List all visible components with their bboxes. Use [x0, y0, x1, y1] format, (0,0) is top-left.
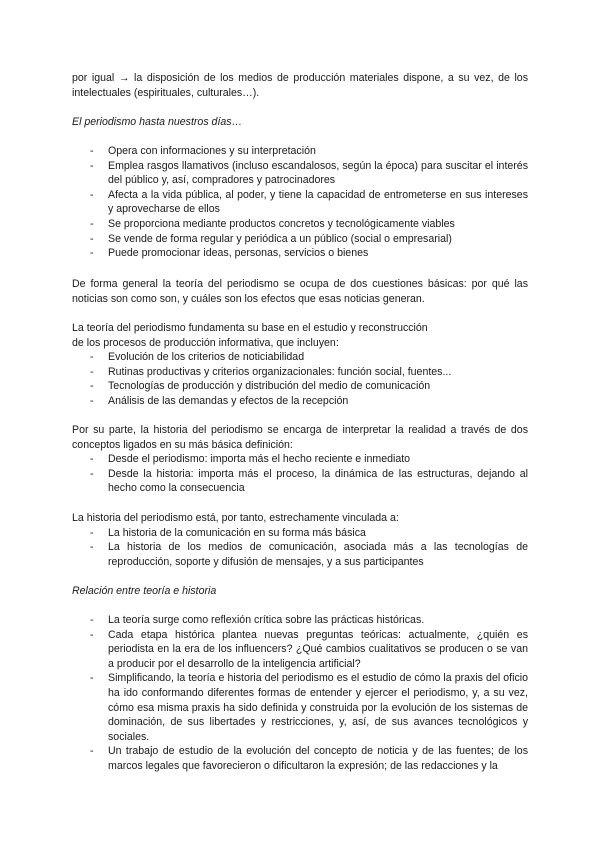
section-heading: Relación entre teoría e historia: [72, 585, 217, 597]
list-item: - Se vende de forma regular y periódica a un público (social o empresarial): [72, 232, 528, 247]
list-item: - La historia de la comunicación en su forma más básica: [72, 526, 528, 541]
vinculada-paragraph: [72, 511, 528, 569]
list-item: - Afecta a la vida pública, al poder, y tiene la capacidad de entrometerse en sus intereses y aprovecharse de ellos: [72, 188, 528, 217]
teoria-paragraph: [72, 321, 528, 409]
list-item: - Tecnologías de producción y distribución del medio de comunicación: [72, 379, 528, 394]
list-item: - Simplificando, la teoría e historia del periodismo es el estudio de cómo la praxis del oficio ha ido conformando diferentes formas de entender y ejercer el periodismo, y, a su vez, cómo esa misma praxis ha sido definida y construida por la evolución de los sistemas de dominación, de sus libertades y restricciones, y, así, de sus avances tecnológicos y sociales.: [72, 671, 528, 744]
list-item: - Opera con informaciones y su interpretación: [72, 144, 528, 159]
general-paragraph: [72, 277, 528, 306]
teoria-line: de los procesos de producción informativa, que incluyen:: [72, 336, 339, 349]
teoria-line: La teoría del periodismo fundamenta su base en el estudio y reconstrucción: [72, 322, 428, 334]
list-item: - Evolución de los criterios de noticiabilidad: [72, 350, 528, 365]
list-item: - Rutinas productivas y criterios organizacionales: función social, fuentes...: [72, 365, 528, 380]
list-item: - La historia de los medios de comunicación, asociada más a las tecnologías de reproducción, soporte y difusión de mensajes, y a sus participantes: [72, 540, 528, 569]
list-item: - Desde la historia: importa más el proceso, la dinámica de las estructuras, dejando al hecho como la consecuencia: [72, 467, 528, 496]
list-item: - Puede promocionar ideas, personas, servicios o bienes: [72, 246, 528, 261]
list-item: - Análisis de las demandas y efectos de la recepción: [72, 394, 528, 409]
historia-paragraph: [72, 423, 528, 496]
list-relacion: [72, 613, 528, 774]
section-periodismo: [72, 115, 528, 130]
vinculada-text: La historia del periodismo está, por tanto, estrechamente vinculada a:: [72, 512, 399, 524]
historia-text: Por su parte, la historia del periodismo se encarga de interpretar la realidad a través de dos conceptos ligados en su más básica definición:: [72, 424, 528, 451]
intro-text: por igual → la disposición de los medios de producción materiales dispone, a su vez, de los intelectuales (espirituales, culturales…).: [72, 72, 528, 99]
list-periodismo: [72, 144, 528, 261]
general-text: De forma general la teoría del periodismo se ocupa de dos cuestiones básicas: por qué las noticias son como son, y cuáles son los efectos que esas noticias generan.: [72, 278, 528, 305]
list-item: - Se proporciona mediante productos concretos y tecnológicamente viables: [72, 217, 528, 232]
list-item: - Un trabajo de estudio de la evolución del concepto de noticia y de las fuentes; de los marcos legales que favorecieron o dificultaron la expresión; de las redacciones y la: [72, 744, 528, 773]
list-item: - La teoría surge como reflexión crítica sobre las prácticas históricas.: [72, 613, 528, 628]
section-relacion: [72, 584, 528, 599]
intro-paragraph: [72, 71, 528, 100]
list-item: - Emplea rasgos llamativos (incluso escandalosos, según la época) para suscitar el interés del público y, así, compradores y patrocinadores: [72, 159, 528, 188]
section-heading: El periodismo hasta nuestros días…: [72, 116, 243, 128]
list-item: - Cada etapa histórica plantea nuevas preguntas teóricas: actualmente, ¿quién es periodista en la era de los influencers? ¿Qué cambios cualitativos se producen o se van a producir por el desarrollo de la inteligencia artificial?: [72, 628, 528, 672]
list-item: - Desde el periodismo: importa más el hecho reciente e inmediato: [72, 452, 528, 467]
